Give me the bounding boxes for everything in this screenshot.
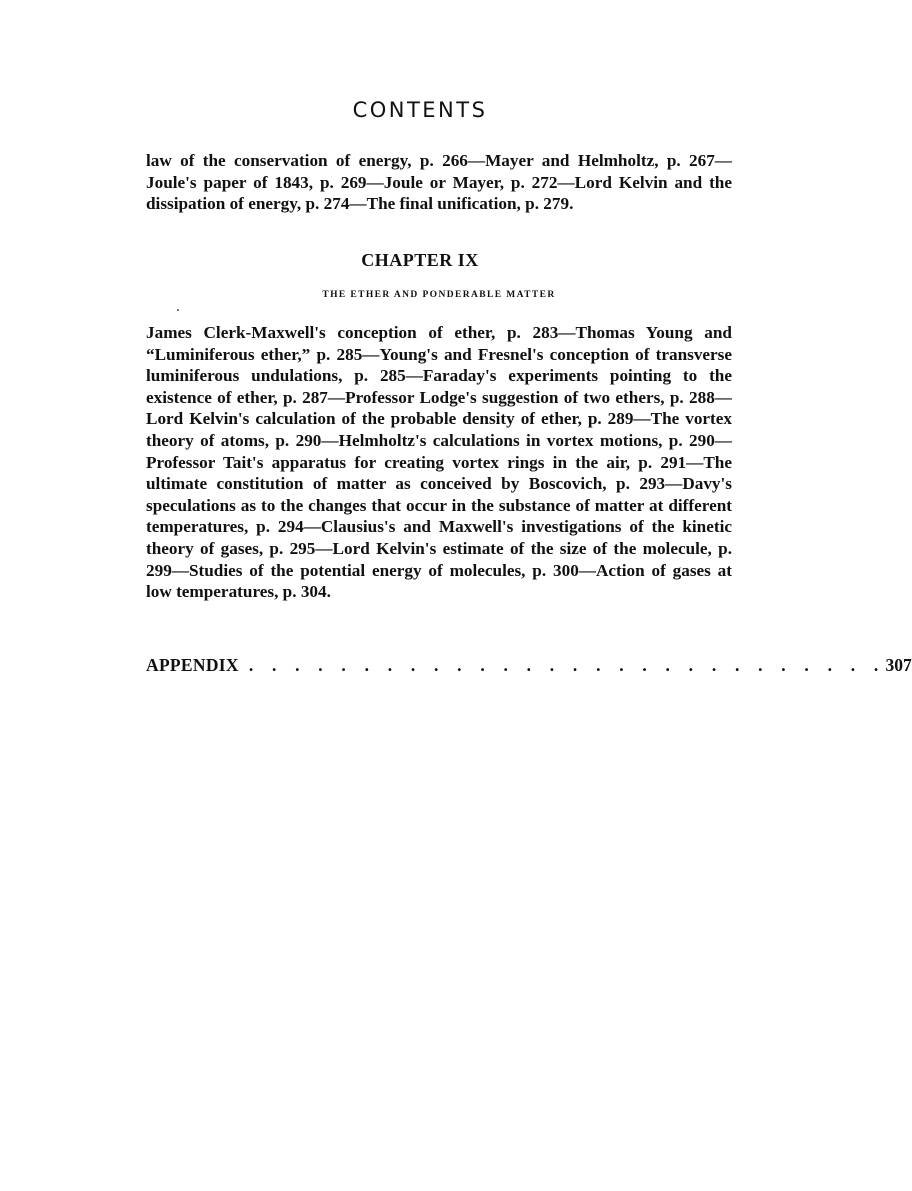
chapter-synopsis: James Clerk-Maxwell's conception of ether, p. 283—Thomas Young and “Luminiferous ether,” p. 285—Young's and Fresnel's conception of transverse luminiferous undulations, p. 285—Faraday's experiments pointing to the existence of ether, p. 287—Professor Lodge's suggestion of two ethers, p. 288—Lord Kelvin's calculation of the probable density of ether, p. 289—The vortex theory of atoms, p. 290—Helmholtz's calculations in vortex motions, p. 290—Professor Tait's apparatus for creating vortex rings in the air, p. 291—The ultimate constitution of matter as conceived by Boscovich, p. 293—Davy's speculations as to the changes that occur in the substance of matter at different temperatures, p. 294—Clausius's and Maxwell's investigations of the kinetic theory of gases, p. 295—Lord Kelvin's estimate of the size of the molecule, p. 299—Studies of the potential energy of molecules, p. 300—Action of gases at low temperatures, p. 304. <box>146 323 732 602</box>
appendix-entry <box>146 655 912 676</box>
dot-leader: . . . . . . . . . . . . . . . . . . . . . . . . . . . . <box>248 655 886 675</box>
chapter-subtitle: THE ETHER AND PONDERABLE MATTER <box>322 290 556 300</box>
previous-chapter-synopsis-continuation: law of the conservation of energy, p. 266—Mayer and Helmholtz, p. 267—Joule's paper of 1843, p. 269—Joule or Mayer, p. 272—Lord Kelvin and the dissipation of energy, p. 274—The final unification, p. 279. <box>146 151 732 214</box>
appendix-page-number: 307 <box>885 655 912 675</box>
running-head: CONTENTS <box>352 98 488 122</box>
ink-speck <box>177 309 179 311</box>
appendix-label: APPENDIX <box>146 655 239 675</box>
chapter-title: CHAPTER IX <box>361 250 479 270</box>
